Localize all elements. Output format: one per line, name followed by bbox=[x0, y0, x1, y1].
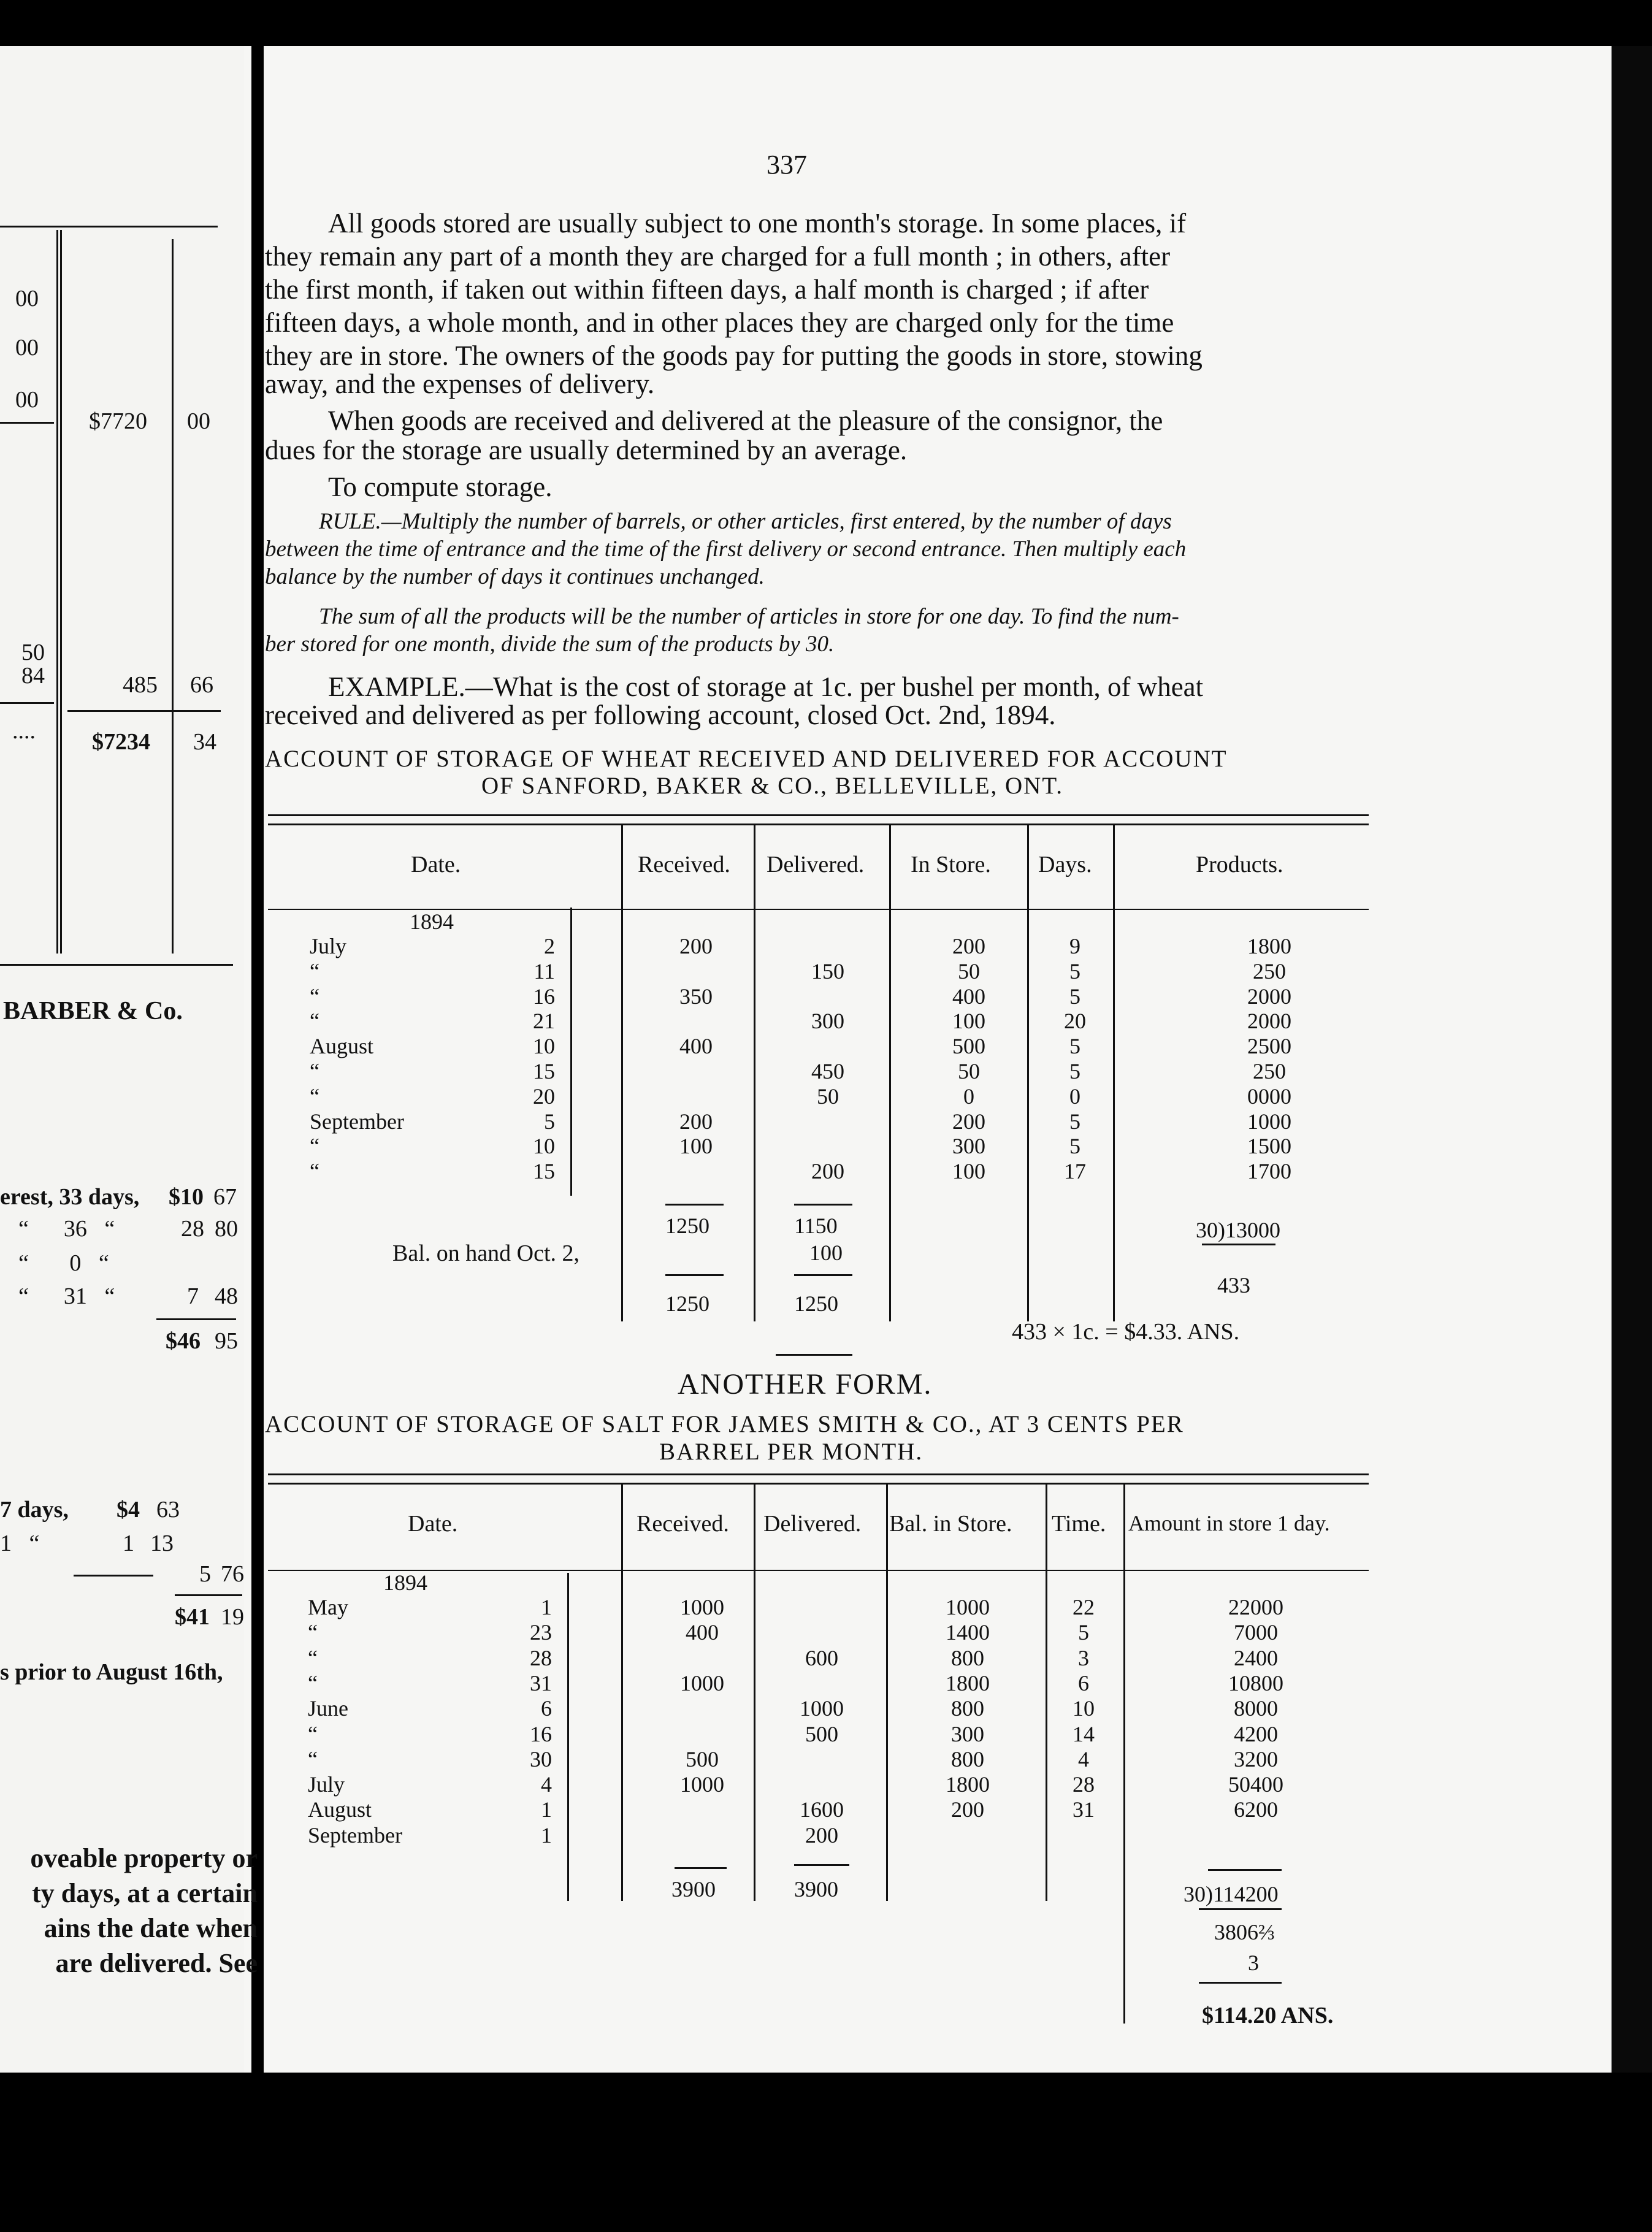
table2-cell-time: 28 bbox=[1073, 1772, 1095, 1797]
rule-line: between the time of entrance and the time of the first delivery or second entrance. Then multiply each bbox=[265, 537, 1187, 562]
table1-cell-received: 100 bbox=[679, 1134, 713, 1159]
left-total-cents: 00 bbox=[187, 408, 210, 434]
table2-sum-rule bbox=[1199, 1908, 1282, 1910]
left-value: 485 bbox=[123, 672, 158, 698]
table2-cell-time: 6 bbox=[1078, 1670, 1089, 1695]
table1-cell-day: 21 bbox=[533, 1009, 555, 1034]
table1-cell-days: 5 bbox=[1069, 1059, 1080, 1084]
table2-cell-day: 28 bbox=[530, 1645, 552, 1670]
table1-balance-label: Bal. on hand Oct. 2, bbox=[392, 1240, 580, 1266]
table2-header-amount: Amount in store 1 day. bbox=[1128, 1511, 1330, 1535]
table1-cell-month: September bbox=[310, 1109, 404, 1134]
table2-cell-bal: 1400 bbox=[946, 1620, 990, 1645]
table1-cell-day: 10 bbox=[533, 1034, 555, 1059]
table1-cell-days: 5 bbox=[1069, 1109, 1080, 1134]
table1-year: 1894 bbox=[410, 909, 454, 934]
left-rule bbox=[0, 702, 54, 704]
table1-cell-products: 0000 bbox=[1247, 1084, 1291, 1109]
table2-cell-day: 1 bbox=[541, 1595, 552, 1619]
left-total-cents: 95 bbox=[215, 1328, 238, 1354]
table1-cell-day: 2 bbox=[544, 934, 555, 958]
table1-cell-received: 200 bbox=[679, 1109, 713, 1134]
intro-line: All goods stored are usually subject to one month's storage. In some places, if bbox=[328, 208, 1187, 239]
days-cents: 13 bbox=[150, 1531, 174, 1556]
interest-dollars: 7 bbox=[187, 1283, 199, 1309]
table2-cell-month: “ bbox=[308, 1721, 318, 1746]
days-line: 7 days, bbox=[0, 1497, 69, 1523]
table2-cell-amount: 3200 bbox=[1234, 1746, 1278, 1771]
table1-cell-month: “ bbox=[310, 1159, 319, 1184]
table1-cell-products: 2500 bbox=[1247, 1034, 1291, 1059]
table1-cell-delivered: 450 bbox=[811, 1059, 844, 1084]
table1-cell-month: “ bbox=[310, 1134, 319, 1159]
left-value: 5 bbox=[199, 1561, 211, 1587]
table2-header-bal: Bal. in Store. bbox=[889, 1511, 1012, 1537]
table2-header-date: Date. bbox=[408, 1511, 458, 1537]
left-body-line: ty days, at a certain bbox=[32, 1878, 258, 1908]
table1-header-days: Days. bbox=[1038, 852, 1092, 877]
table2-cell-delivered: 1000 bbox=[800, 1696, 844, 1721]
table1-cell-days: 0 bbox=[1069, 1084, 1080, 1109]
consignor-line: When goods are received and delivered at the pleasure of the consignor, the bbox=[328, 405, 1163, 436]
left-rule bbox=[156, 1318, 236, 1320]
table2-header-received: Received. bbox=[637, 1511, 729, 1537]
left-rule bbox=[0, 422, 54, 424]
page-number: 337 bbox=[767, 150, 807, 180]
table1-cell-in-store: 0 bbox=[963, 1084, 974, 1109]
table1-header-in-store: In Store. bbox=[911, 852, 991, 877]
table1-cell-in-store: 100 bbox=[952, 1159, 985, 1184]
table2-col-line bbox=[754, 1484, 755, 1901]
table1-cell-products: 1700 bbox=[1247, 1159, 1291, 1184]
table1-cell-products: 2000 bbox=[1247, 984, 1291, 1009]
table1-cell-received: 400 bbox=[679, 1034, 713, 1059]
left-rule bbox=[0, 964, 233, 966]
table1-title: OF SANFORD, BAKER & CO., BELLEVILLE, ONT. bbox=[481, 773, 1064, 799]
table1-cell-month: “ bbox=[310, 984, 319, 1009]
days-dollars: 1 bbox=[123, 1531, 134, 1556]
table2-cell-month: “ bbox=[308, 1746, 318, 1771]
table2-cell-day: 23 bbox=[530, 1620, 552, 1645]
left-total-cents: 34 bbox=[193, 729, 216, 755]
prior-text: s prior to August 16th, bbox=[0, 1659, 223, 1685]
table1-cell-day: 5 bbox=[544, 1109, 555, 1134]
table1-top-rule bbox=[268, 824, 1369, 825]
table2-cell-month: “ bbox=[308, 1620, 318, 1645]
table2-cell-bal: 1000 bbox=[946, 1595, 990, 1619]
table2-cell-month: September bbox=[308, 1822, 402, 1848]
table2-cell-received: 500 bbox=[686, 1746, 719, 1771]
table2-cell-delivered: 500 bbox=[805, 1721, 838, 1746]
table1-cell-month: July bbox=[310, 934, 347, 958]
table1-cell-in-store: 200 bbox=[952, 1109, 985, 1134]
table1-cell-days: 5 bbox=[1069, 984, 1080, 1009]
table2-cell-amount: 2400 bbox=[1234, 1645, 1278, 1670]
left-value: 50 bbox=[21, 640, 45, 665]
table2-cell-bal: 800 bbox=[951, 1746, 984, 1771]
table1-cell-days: 20 bbox=[1064, 1009, 1086, 1034]
table2-title: BARREL PER MONTH. bbox=[659, 1439, 924, 1465]
table1-cell-products: 250 bbox=[1253, 1059, 1286, 1084]
left-total: $7720 bbox=[89, 408, 147, 434]
table2-cell-time: 14 bbox=[1073, 1721, 1095, 1746]
table1-cell-day: 11 bbox=[533, 958, 555, 984]
table1-quotient: 433 bbox=[1217, 1273, 1250, 1298]
table2-cell-received: 400 bbox=[686, 1620, 719, 1645]
table1-cell-month: “ bbox=[310, 958, 319, 984]
table1-cell-received: 200 bbox=[679, 934, 713, 958]
table2-header-delivered: Delivered. bbox=[763, 1511, 862, 1537]
table1-cell-received: 350 bbox=[679, 984, 713, 1009]
table2-total-received: 3900 bbox=[671, 1877, 716, 1901]
table2-col-line bbox=[886, 1484, 888, 1901]
table2-cell-time: 31 bbox=[1073, 1797, 1095, 1822]
table2-cell-day: 1 bbox=[541, 1822, 552, 1848]
table2-cell-day: 30 bbox=[530, 1746, 552, 1771]
intro-line: away, and the expenses of delivery. bbox=[265, 369, 655, 399]
table2-cell-delivered: 200 bbox=[805, 1822, 838, 1848]
table1-cell-in-store: 400 bbox=[952, 984, 985, 1009]
barber-heading: BARBER & Co. bbox=[3, 997, 183, 1025]
table1-sum-rule bbox=[794, 1274, 852, 1276]
table2-cell-received: 1000 bbox=[680, 1670, 724, 1695]
table1-cell-month: August bbox=[310, 1034, 374, 1059]
table1-sum-rule bbox=[665, 1204, 724, 1206]
left-cents: 00 bbox=[15, 387, 39, 413]
days-dollars: $4 bbox=[117, 1497, 140, 1523]
table1-cell-in-store: 200 bbox=[952, 934, 985, 958]
left-total: $46 bbox=[166, 1328, 201, 1354]
table2-day-line bbox=[567, 1573, 569, 1901]
table2-cell-bal: 800 bbox=[951, 1696, 984, 1721]
table1-sum-rule bbox=[665, 1274, 724, 1276]
left-col-line bbox=[172, 239, 174, 954]
table1-col-line bbox=[754, 825, 755, 1321]
table2-cell-received: 1000 bbox=[680, 1595, 724, 1619]
table1-header-products: Products. bbox=[1196, 852, 1283, 877]
left-body-line: are delivered. See bbox=[55, 1948, 258, 1978]
consignor-line: dues for the storage are usually determined by an average. bbox=[265, 435, 908, 465]
table2-cell-bal: 1800 bbox=[946, 1772, 990, 1797]
table1-sum-products: 30)13000 bbox=[1196, 1218, 1280, 1242]
table1-title: ACCOUNT OF STORAGE OF WHEAT RECEIVED AND DELIVERED FOR ACCOUNT bbox=[265, 746, 1228, 772]
table2-sum-amount: 30)114200 bbox=[1184, 1882, 1279, 1906]
table1-cell-in-store: 300 bbox=[952, 1134, 985, 1159]
left-value: 66 bbox=[190, 672, 213, 698]
left-total: $41 bbox=[175, 1604, 210, 1630]
right-edge bbox=[1612, 46, 1652, 2073]
table2-cell-day: 1 bbox=[541, 1797, 552, 1822]
table1-answer: 433 × 1c. = $4.33. ANS. bbox=[1012, 1319, 1240, 1345]
table1-col-line bbox=[889, 825, 891, 1321]
table1-header-delivered: Delivered. bbox=[767, 852, 865, 877]
left-col-line bbox=[60, 230, 62, 954]
table1-cell-in-store: 100 bbox=[952, 1009, 985, 1034]
table1-cell-delivered: 50 bbox=[817, 1084, 839, 1109]
table1-day-line bbox=[570, 908, 572, 1196]
table2-cell-amount: 50400 bbox=[1228, 1772, 1283, 1797]
table1-cell-days: 5 bbox=[1069, 958, 1080, 984]
left-dots: .... bbox=[12, 718, 36, 744]
left-body-line: ains the date when bbox=[44, 1913, 258, 1943]
table2-top-rule bbox=[268, 1483, 1369, 1485]
table2-cell-amount: 4200 bbox=[1234, 1721, 1278, 1746]
example-line: received and delivered as per following account, closed Oct. 2nd, 1894. bbox=[265, 700, 1056, 730]
table1-sum-rule bbox=[1202, 1244, 1275, 1245]
table2-cell-month: July bbox=[308, 1772, 345, 1797]
section-divider bbox=[776, 1354, 852, 1356]
interest-line: “ 0 “ bbox=[18, 1250, 109, 1276]
table2-cell-amount: 22000 bbox=[1228, 1595, 1283, 1619]
left-value: 84 bbox=[21, 663, 45, 689]
table1-cell-month: “ bbox=[310, 1084, 319, 1109]
table1-cell-month: “ bbox=[310, 1059, 319, 1084]
table1-top-rule bbox=[268, 814, 1369, 816]
table1-cell-delivered: 150 bbox=[811, 958, 844, 984]
interest-cents: 48 bbox=[215, 1283, 238, 1309]
intro-line: they remain any part of a month they are charged for a full month ; in others, after bbox=[265, 241, 1171, 272]
table2-top-rule bbox=[268, 1473, 1369, 1475]
table1-cell-in-store: 500 bbox=[952, 1034, 985, 1059]
table1-cell-products: 1000 bbox=[1247, 1109, 1291, 1134]
interest-line: erest, 33 days, bbox=[0, 1184, 140, 1210]
left-rule bbox=[175, 1594, 242, 1596]
table2-cell-month: May bbox=[308, 1595, 348, 1619]
table1-sum-rule bbox=[794, 1204, 852, 1206]
table2-cell-day: 31 bbox=[530, 1670, 552, 1695]
table1-cell-days: 5 bbox=[1069, 1134, 1080, 1159]
interest-line: “ 31 “ bbox=[18, 1283, 115, 1309]
intro-line: the first month, if taken out within fifteen days, a half month is charged ; if after bbox=[265, 274, 1149, 305]
interest-cents: 67 bbox=[213, 1184, 237, 1210]
table1-grand-delivered: 1250 bbox=[794, 1291, 838, 1316]
table1-cell-products: 250 bbox=[1253, 958, 1286, 984]
table1-cell-days: 5 bbox=[1069, 1034, 1080, 1059]
table1-cell-in-store: 50 bbox=[958, 1059, 980, 1084]
table2-cell-time: 10 bbox=[1073, 1696, 1095, 1721]
left-rule bbox=[74, 1575, 153, 1577]
table1-col-line bbox=[621, 825, 623, 1321]
interest-line: “ 36 “ bbox=[18, 1216, 115, 1242]
table2-cell-day: 6 bbox=[541, 1696, 552, 1721]
table2-average: 3806⅔ bbox=[1214, 1920, 1275, 1944]
table1-cell-day: 15 bbox=[533, 1059, 555, 1084]
table1-cell-products: 1500 bbox=[1247, 1134, 1291, 1159]
table1-header-received: Received. bbox=[638, 852, 730, 877]
left-cents: 00 bbox=[15, 286, 39, 311]
left-total-cents: 19 bbox=[221, 1604, 244, 1630]
table1-header-date: Date. bbox=[411, 852, 461, 877]
table2-cell-month: June bbox=[308, 1696, 348, 1721]
table2-cell-amount: 8000 bbox=[1234, 1696, 1278, 1721]
table1-balance-delivered: 100 bbox=[809, 1240, 843, 1265]
table2-cell-received: 1000 bbox=[680, 1772, 724, 1797]
table2-cell-bal: 300 bbox=[951, 1721, 984, 1746]
left-rule bbox=[67, 710, 221, 712]
table1-cell-days: 17 bbox=[1064, 1159, 1086, 1184]
table2-cell-bal: 800 bbox=[951, 1645, 984, 1670]
table2-cell-day: 4 bbox=[541, 1772, 552, 1797]
table2-cell-amount: 6200 bbox=[1234, 1797, 1278, 1822]
another-form-heading: ANOTHER FORM. bbox=[678, 1368, 933, 1401]
left-body-line: oveable property or bbox=[30, 1843, 258, 1873]
table1-cell-in-store: 50 bbox=[958, 958, 980, 984]
left-total: $7234 bbox=[92, 729, 150, 755]
table2-col-line bbox=[621, 1484, 623, 1901]
table2-total-delivered: 3900 bbox=[794, 1877, 838, 1901]
table2-cell-time: 4 bbox=[1078, 1746, 1089, 1771]
table1-cell-delivered: 200 bbox=[811, 1159, 844, 1184]
days-line: 1 “ bbox=[0, 1531, 40, 1556]
table1-cell-products: 1800 bbox=[1247, 934, 1291, 958]
table1-grand-received: 1250 bbox=[665, 1291, 709, 1316]
intro-line: they are in store. The owners of the goods pay for putting the goods in store, stowing bbox=[265, 340, 1203, 371]
sum-line: The sum of all the products will be the number of articles in store for one day. To find the num- bbox=[319, 604, 1179, 629]
table2-answer: $114.20 ANS. bbox=[1202, 2003, 1334, 2028]
table2-cell-day: 16 bbox=[530, 1721, 552, 1746]
table2-cell-time: 5 bbox=[1078, 1620, 1089, 1645]
table2-cell-amount: 7000 bbox=[1234, 1620, 1278, 1645]
intro-line: fifteen days, a whole month, and in other places they are charged only for the time bbox=[265, 307, 1174, 338]
interest-cents: 80 bbox=[215, 1216, 238, 1242]
table2-sum-rule bbox=[1208, 1869, 1282, 1871]
rule-line: RULE.—Multiply the number of barrels, or other articles, first entered, by the number of days bbox=[319, 509, 1172, 534]
left-cents: 00 bbox=[15, 335, 39, 361]
left-col-line bbox=[56, 230, 58, 954]
table1-total-delivered: 1150 bbox=[794, 1213, 838, 1238]
table2-header-time: Time. bbox=[1052, 1511, 1106, 1537]
table1-cell-day: 15 bbox=[533, 1159, 555, 1184]
table1-cell-products: 2000 bbox=[1247, 1009, 1291, 1034]
interest-dollars: $10 bbox=[169, 1184, 204, 1210]
days-cents: 63 bbox=[156, 1497, 180, 1523]
table1-cell-day: 16 bbox=[533, 984, 555, 1009]
table1-cell-day: 10 bbox=[533, 1134, 555, 1159]
table2-title: ACCOUNT OF STORAGE OF SALT FOR JAMES SMITH & CO., AT 3 CENTS PER bbox=[265, 1411, 1184, 1437]
table1-cell-delivered: 300 bbox=[811, 1009, 844, 1034]
table2-sum-rule bbox=[675, 1867, 727, 1869]
rule-line: balance by the number of days it continues unchanged. bbox=[265, 564, 765, 589]
sum-line: ber stored for one month, divide the sum of the products by 30. bbox=[265, 632, 835, 657]
table2-cell-time: 3 bbox=[1078, 1645, 1089, 1670]
table2-cell-bal: 200 bbox=[951, 1797, 984, 1822]
table2-rate: 3 bbox=[1248, 1951, 1259, 1975]
table2-cell-delivered: 1600 bbox=[800, 1797, 844, 1822]
interest-dollars: 28 bbox=[181, 1216, 204, 1242]
table2-sum-rule bbox=[794, 1864, 849, 1866]
table1-cell-day: 20 bbox=[533, 1084, 555, 1109]
table2-header-rule bbox=[268, 1570, 1369, 1571]
table2-cell-month: “ bbox=[308, 1670, 318, 1695]
compute-heading: To compute storage. bbox=[328, 472, 553, 502]
table2-sum-rule bbox=[1199, 1982, 1282, 1984]
table2-cell-time: 22 bbox=[1073, 1595, 1095, 1619]
table2-year: 1894 bbox=[383, 1570, 427, 1595]
table2-cell-delivered: 600 bbox=[805, 1645, 838, 1670]
example-line: EXAMPLE.—What is the cost of storage at 1c. per bushel per month, of wheat bbox=[328, 671, 1204, 702]
table2-cell-month: August bbox=[308, 1797, 372, 1822]
left-rule bbox=[0, 226, 218, 227]
table1-total-received: 1250 bbox=[665, 1213, 709, 1238]
table1-cell-days: 9 bbox=[1069, 934, 1080, 958]
table2-cell-month: “ bbox=[308, 1645, 318, 1670]
table2-cell-amount: 10800 bbox=[1228, 1670, 1283, 1695]
table1-cell-month: “ bbox=[310, 1009, 319, 1034]
table2-cell-bal: 1800 bbox=[946, 1670, 990, 1695]
left-value: 76 bbox=[221, 1561, 244, 1587]
